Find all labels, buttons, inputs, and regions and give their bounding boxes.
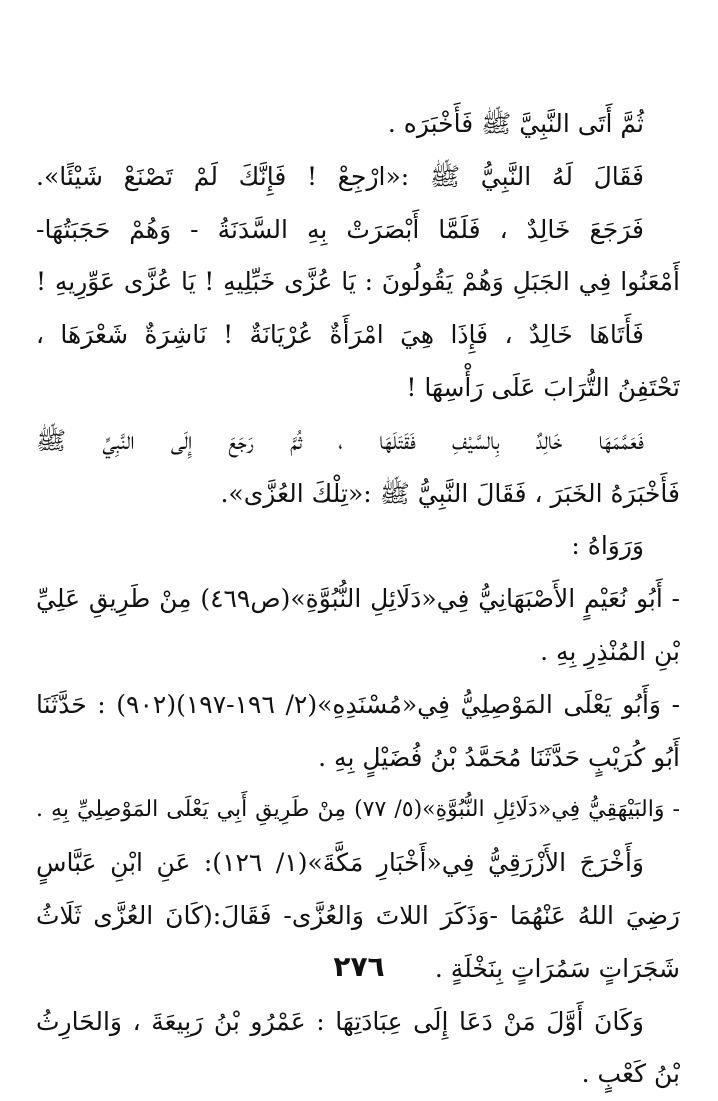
text-line: فَرَجَعَ خَالِدٌ ، فَلَمَّا أَبْصَرَتْ بِهِ السَّدَنَةُ - وَهُمْ حَجَبَتُهَا- xyxy=(36,214,644,244)
text-line: رَضِيَ اللهُ عَنْهُمَا -وَذَكَرَ اللاتَ وَالعُزَّى- فَقَالَ:(كَانَ العُزَّى ثَلَاثُ xyxy=(36,900,680,930)
text-line: فَأَخْبَرَهُ الخَبَرَ ، فَقَالَ النَّبِيُّ ﷺ :«تِلْكَ العُزَّى». xyxy=(220,478,680,508)
text-line: - أَبُو نُعَيْمٍ الأَصْبَهَانِيُّ فِي«دَلَائِلِ النُّبُوَّةِ»(ص٤٦٩) مِنْ طَرِيقِ عَلِيِّ xyxy=(36,584,680,614)
text-line: بْنُ كَعْبٍ . xyxy=(581,1059,680,1089)
text-line: أَمْعَنُوا فِي الجَبَلِ وَهُمْ يَقُولُونَ : يَا عُزَّى خَبِّلِيهِ ! يَا عُزَّى عَوِّرِيهِ ! xyxy=(36,267,680,297)
text-line: - وَأَبُو يَعْلَى المَوْصِلِيُّ فِي«مُسْنَدِهِ»(٢/ ١٩٦-١٩٧)(٩٠٢) : حَدَّثَنَا xyxy=(36,689,680,719)
text-line: تَحْتَفِنُ التُّرَابَ عَلَى رَأْسِهَا ! xyxy=(406,372,680,402)
text-line: وَكَانَ أَوَّلَ مَنْ دَعَا إِلَى عِبَادَتِهَا : عَمْرُو بْنُ رَبِيعَةَ ، وَالحَارِثُ xyxy=(36,1006,644,1036)
page-number: ٢٧٦ xyxy=(333,950,385,983)
text-line: وَرَوَاهُ : xyxy=(571,531,644,561)
text-line: - وَالبَيْهَقِيُّ فِي«دَلَائِلِ النُّبُوَّةِ»(٥/ ٧٧) مِنْ طَرِيقِ أَبِي يَعْلَى المَوْصِلِيِّ بِهِ . xyxy=(36,797,680,823)
text-line: أَبُو كُرَيْبٍ حَدَّثَنَا مُحَمَّدُ بْنُ فُضَيْلٍ بِهِ . xyxy=(318,742,680,772)
text-line: بْنِ المُنْذِرِ بِهِ . xyxy=(540,636,680,666)
text-line: فَأَتَاهَا خَالِدٌ ، فَإِذَا هِيَ امْرَأَةٌ عُرْيَانَةٌ ! نَاشِرَةٌ شَعْرَهَا ، xyxy=(36,320,644,350)
text-line: ثُمَّ أَتَى النَّبِيَّ ﷺ فَأَخْبَرَه . xyxy=(387,109,644,138)
text-line: فَعَمَّمَهَا خَالِدٌ بِالسَّيْفِ فَقَتَلَهَا ، ثُمَّ رَجَعَ إِلَى النَّبِيِّ ﷺ xyxy=(36,425,644,455)
text-line: فَقَالَ لَهُ النَّبِيُّ ﷺ :«ارْجِعْ ! فَإِنَّكَ لَمْ تَصْنَعْ شَيْئًا». xyxy=(36,161,644,191)
text-line: وَأَخْرَجَ الأَزْرَقِيُّ فِي«أَخْبَارِ مَكَّةَ»(١/ ١٢٦): عَنِ ابْنِ عَبَّاسٍ xyxy=(36,848,644,878)
text-line: شَجَرَاتٍ سَمُرَاتٍ بِنَخْلَةٍ . xyxy=(434,953,680,983)
